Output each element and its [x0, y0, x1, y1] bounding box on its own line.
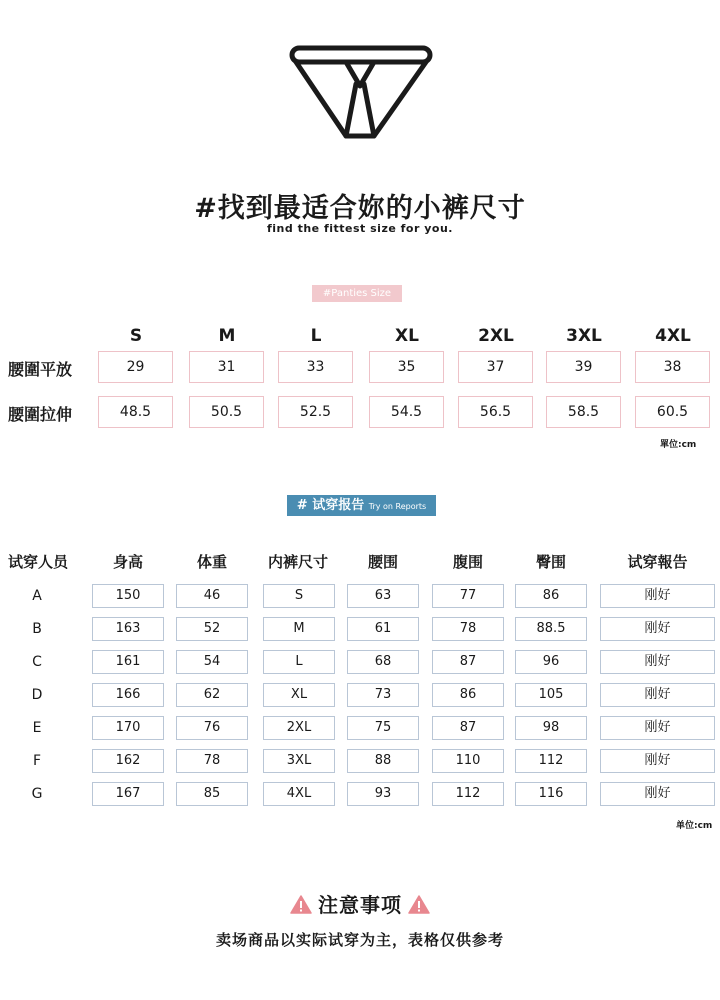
try-on-reports-tag [287, 495, 436, 516]
size-cell: L [263, 650, 335, 674]
tester-id: D [31, 687, 43, 703]
hip-cell: 112 [515, 749, 587, 773]
waist-flat-cell: 38 [635, 351, 710, 383]
header-tester: 试穿人员 [7, 553, 68, 571]
waist-flat-cell: 31 [189, 351, 264, 383]
reports-unit-label: 单位:cm [676, 821, 713, 831]
tester-id: F [32, 753, 42, 769]
report-cell: 刚好 [600, 716, 715, 740]
waist-flat-cell: 37 [458, 351, 533, 383]
belly-cell: 110 [432, 749, 504, 773]
waist-cell: 88 [347, 749, 419, 773]
size-header-3xl: 3XL [566, 326, 602, 346]
hip-cell: 86 [515, 584, 587, 608]
weight-cell: 54 [176, 650, 248, 674]
waist-stretch-cell: 52.5 [278, 396, 353, 428]
page-subtitle: find the fittest size for you. [267, 222, 453, 235]
size-header-xl: XL [395, 326, 419, 346]
belly-cell: 87 [432, 716, 504, 740]
waist-cell: 73 [347, 683, 419, 707]
weight-cell: 76 [176, 716, 248, 740]
warning-triangle-icon [290, 895, 312, 914]
height-cell: 166 [92, 683, 164, 707]
size-cell: 3XL [263, 749, 335, 773]
height-cell: 150 [92, 584, 164, 608]
hip-cell: 105 [515, 683, 587, 707]
size-cell: M [263, 617, 335, 641]
tester-id: G [31, 786, 43, 802]
waist-cell: 75 [347, 716, 419, 740]
header-hip: 臀围 [535, 553, 566, 571]
waist-cell: 93 [347, 782, 419, 806]
hip-cell: 116 [515, 782, 587, 806]
header-waist: 腰围 [367, 553, 398, 571]
report-cell: 刚好 [600, 683, 715, 707]
waist-stretch-cell: 56.5 [458, 396, 533, 428]
size-header-l: L [310, 326, 322, 346]
size-header-s: S [129, 326, 143, 346]
header-weight: 体重 [196, 553, 227, 571]
warning-triangle-icon [408, 895, 430, 914]
waist-cell: 68 [347, 650, 419, 674]
weight-cell: 85 [176, 782, 248, 806]
notice-heading [0, 889, 720, 918]
report-cell: 刚好 [600, 617, 715, 641]
try-on-tag-main: # 试穿报告 [296, 498, 365, 513]
size-unit-label: 單位:cm [660, 440, 697, 450]
tester-id: B [32, 621, 42, 637]
try-on-tag-sub: Try on Reports [368, 502, 427, 511]
header-panty-size: 内裤尺寸 [267, 553, 328, 571]
weight-cell: 62 [176, 683, 248, 707]
hip-cell: 88.5 [515, 617, 587, 641]
report-cell: 刚好 [600, 749, 715, 773]
belly-cell: 78 [432, 617, 504, 641]
weight-cell: 78 [176, 749, 248, 773]
waist-flat-cell: 33 [278, 351, 353, 383]
header-belly: 腹围 [452, 553, 483, 571]
size-header-m: M [218, 326, 236, 346]
tester-id: E [32, 720, 42, 736]
size-cell: 2XL [263, 716, 335, 740]
waist-cell: 63 [347, 584, 419, 608]
waist-flat-cell: 29 [98, 351, 173, 383]
size-cell: S [263, 584, 335, 608]
height-cell: 161 [92, 650, 164, 674]
waist-stretch-cell: 50.5 [189, 396, 264, 428]
size-cell: XL [263, 683, 335, 707]
hip-cell: 96 [515, 650, 587, 674]
size-header-4xl: 4XL [655, 326, 691, 346]
waist-stretch-cell: 58.5 [546, 396, 621, 428]
header-report: 试穿報告 [627, 553, 688, 571]
belly-cell: 86 [432, 683, 504, 707]
panties-size-tag: #Panties Size [312, 285, 402, 302]
row-label-waist-flat: 腰圍平放 [8, 360, 73, 379]
belly-cell: 77 [432, 584, 504, 608]
hip-cell: 98 [515, 716, 587, 740]
belly-cell: 112 [432, 782, 504, 806]
waist-flat-cell: 35 [369, 351, 444, 383]
weight-cell: 52 [176, 617, 248, 641]
waist-stretch-cell: 48.5 [98, 396, 173, 428]
size-cell: 4XL [263, 782, 335, 806]
waist-stretch-cell: 54.5 [369, 396, 444, 428]
report-cell: 刚好 [600, 782, 715, 806]
belly-cell: 87 [432, 650, 504, 674]
notice-title: 注意事项 [318, 893, 402, 917]
waist-stretch-cell: 60.5 [635, 396, 710, 428]
waist-cell: 61 [347, 617, 419, 641]
page-title: #找到最适合妳的小裤尺寸 [194, 193, 526, 224]
weight-cell: 46 [176, 584, 248, 608]
panties-outline-icon [286, 44, 434, 144]
height-cell: 170 [92, 716, 164, 740]
report-cell: 刚好 [600, 584, 715, 608]
height-cell: 163 [92, 617, 164, 641]
header-height: 身高 [112, 553, 143, 571]
notice-text: 卖场商品以实际试穿为主，表格仅供参考 [215, 931, 504, 949]
size-header-2xl: 2XL [478, 326, 514, 346]
tester-id: C [32, 654, 42, 670]
height-cell: 167 [92, 782, 164, 806]
waist-flat-cell: 39 [546, 351, 621, 383]
row-label-waist-stretch: 腰圍拉伸 [8, 405, 73, 424]
report-cell: 刚好 [600, 650, 715, 674]
height-cell: 162 [92, 749, 164, 773]
tester-id: A [32, 588, 42, 604]
